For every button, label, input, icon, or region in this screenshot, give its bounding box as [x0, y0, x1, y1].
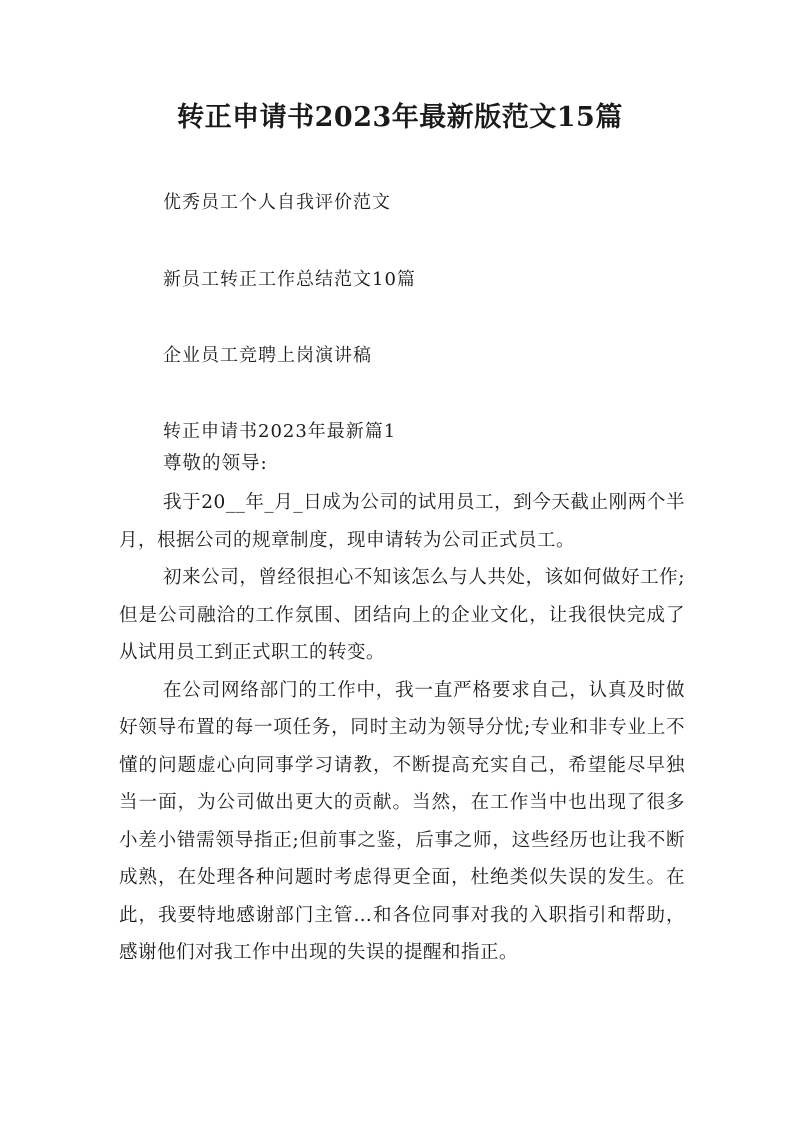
section-heading: 转正申请书2023年最新篇1 [163, 421, 397, 442]
related-link-1[interactable]: 优秀员工个人自我评价范文 [163, 192, 391, 213]
paragraph-2: 初来公司，曾经很担心不知该怎么与人共处，该如何做好工作;但是公司融洽的工作氛围、团结向上的企业文化，让我很快完成了从试用员工到正式职工的转变。 [119, 567, 685, 663]
letter-body [119, 484, 685, 972]
salutation: 尊敬的领导: [163, 453, 268, 474]
paragraph-1: 我于20__年_月_日成为公司的试用员工，到今天截止刚两个半月，根据公司的规章制度，现申请转为公司正式员工。 [119, 492, 685, 551]
paragraph-3: 在公司网络部门的工作中，我一直严格要求自己，认真及时做好领导布置的每一项任务，同时主动为领导分忧;专业和非专业上不懂的问题虚心向同事学习请教，不断提高充实自己，希望能尽早独当一面，为公司做出更大的贡献。当然，在工作当中也出现了很多小差小错需领导指正;但前事之鉴，后事之师，这些经历也让我不断成熟，在处理各种问题时考虑得更全面，杜绝类似失误的发生。在此，我要特地感谢部门主管…和各位同事对我的入职指引和帮助，感谢他们对我工作中出现的失误的提醒和指正。 [119, 679, 685, 963]
related-link-2[interactable]: 新员工转正工作总结范文10篇 [163, 269, 416, 290]
related-link-3[interactable]: 企业员工竞聘上岗演讲稿 [163, 345, 372, 366]
document-title: 转正申请书2023年最新版范文15篇 [177, 102, 623, 133]
